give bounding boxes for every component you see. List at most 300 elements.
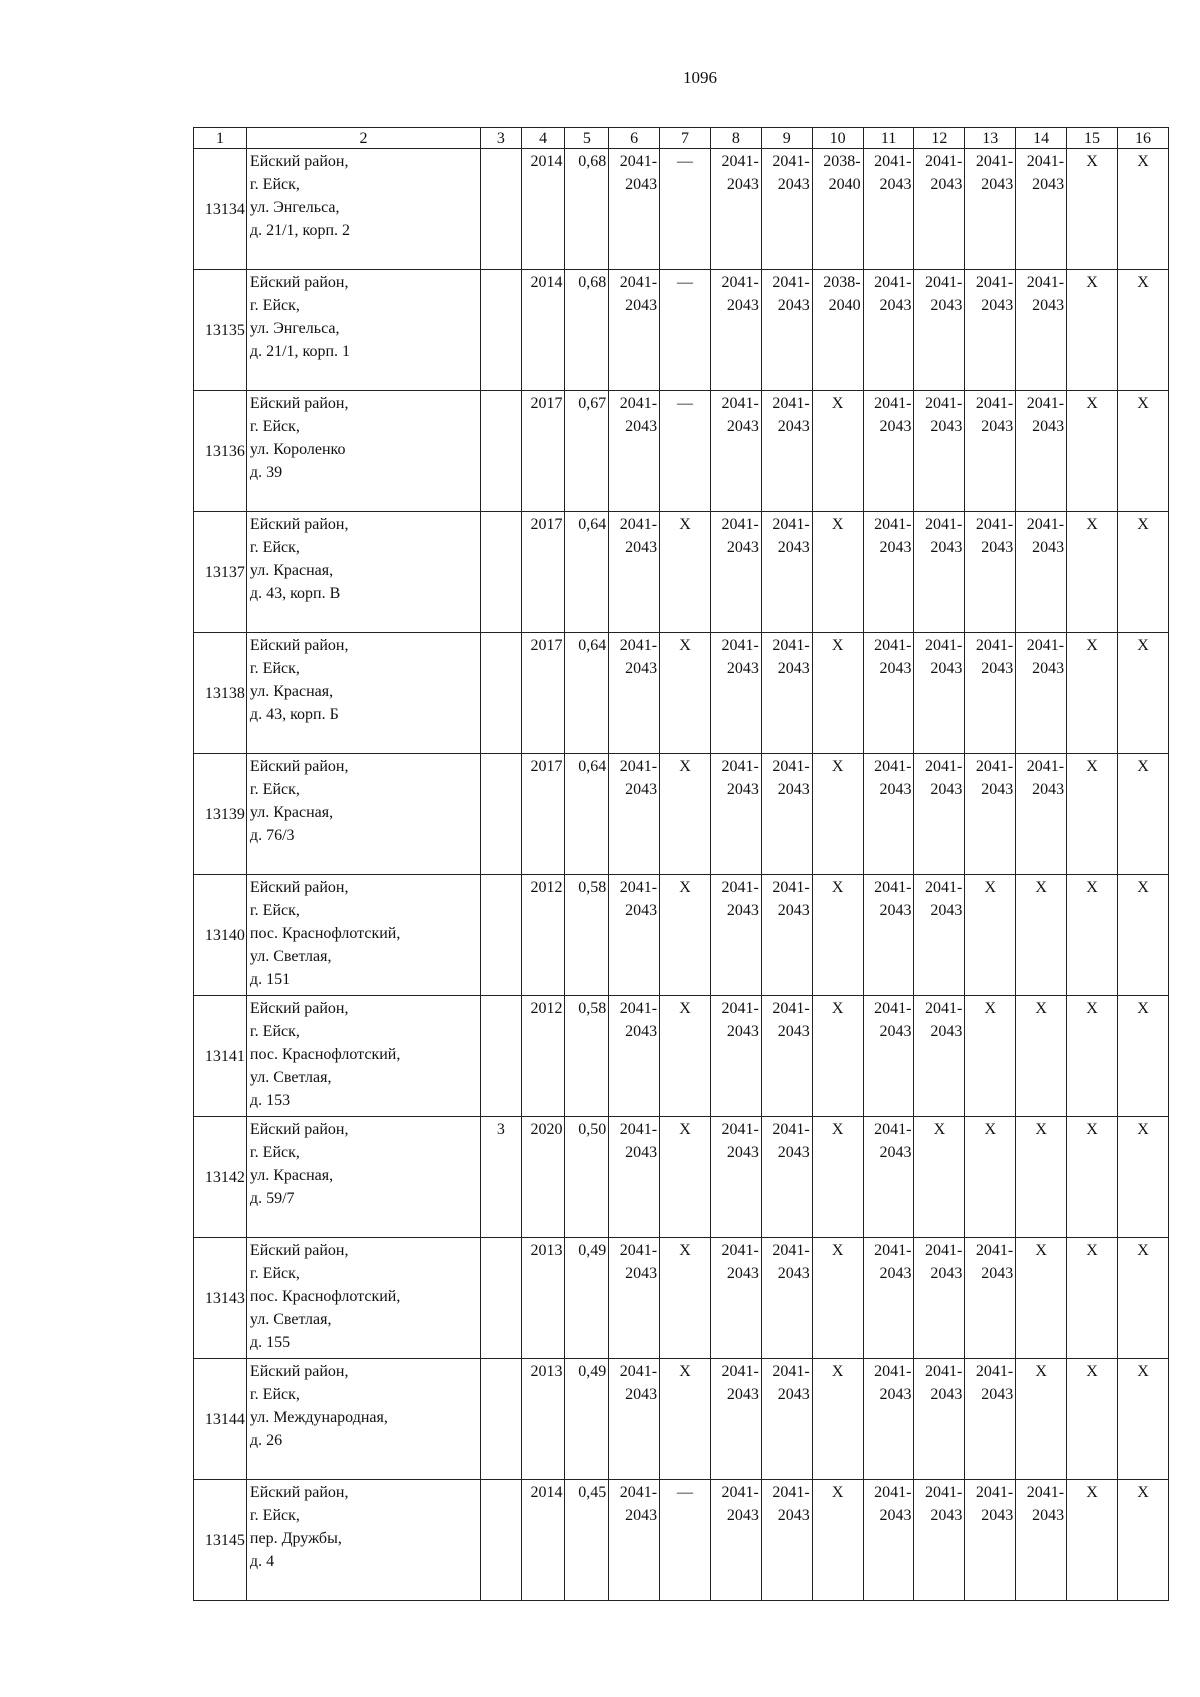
cell-line: 2043 [981, 539, 1014, 556]
cell-line: д. 59/7 [249, 1190, 295, 1207]
col-8-cell [710, 149, 761, 270]
cell-line: 2041- [874, 1363, 912, 1380]
col-14-cell [1016, 149, 1067, 270]
cell-line: Ейский район, [249, 395, 349, 412]
column-header-5: 5 [565, 128, 609, 149]
col-12-cell [914, 754, 965, 875]
table-row [194, 1359, 1169, 1480]
col-9-cell [761, 1359, 812, 1480]
cell-line: X [984, 879, 997, 896]
col-7-cell: — [660, 149, 711, 270]
cell-line: 2043 [930, 660, 963, 677]
cell-line: ул. Красная, [249, 1167, 334, 1184]
address-cell [246, 875, 480, 996]
cell-line: 2041- [1026, 153, 1065, 170]
value-cell: 0,49 [565, 1238, 609, 1359]
col-13-cell [965, 875, 1016, 996]
cell-line: 2041- [721, 153, 759, 170]
col-12-cell [914, 996, 965, 1117]
cell-line: 2043 [777, 1144, 810, 1161]
address-cell [246, 754, 480, 875]
table-row [194, 512, 1169, 633]
table-row [194, 633, 1169, 754]
cell-line: 2041- [975, 637, 1014, 654]
cell-line: г. Ейск, [249, 1144, 300, 1161]
cell-line: 2041- [925, 1363, 963, 1380]
col-3-cell [481, 754, 522, 875]
cell-line: 2041- [772, 153, 810, 170]
cell-line: 2043 [930, 1265, 963, 1282]
cell-line: 2043 [879, 1023, 912, 1040]
table-row [194, 391, 1169, 512]
cell-line: 2043 [879, 902, 912, 919]
cell-line: д. 151 [249, 971, 291, 988]
col-7-cell: — [660, 391, 711, 512]
col-3-cell [481, 391, 522, 512]
cell-line: X [984, 1121, 997, 1138]
cell-line: 2041- [874, 758, 912, 775]
col-15-cell: X [1067, 391, 1118, 512]
cell-line: 2041- [975, 1363, 1014, 1380]
col-14-cell [1016, 754, 1067, 875]
cell-line: ул. Светлая, [249, 948, 332, 965]
cell-line: д. 4 [249, 1553, 275, 1570]
cell-line: 2043 [726, 1023, 759, 1040]
cell-line: 2043 [726, 1265, 759, 1282]
cell-line: 2043 [1032, 176, 1065, 193]
cell-line: 2043 [1032, 297, 1065, 314]
address-cell [246, 1238, 480, 1359]
col-12-cell [914, 512, 965, 633]
col-10-cell [812, 633, 863, 754]
col-7-cell: — [660, 270, 711, 391]
value-cell: 0,58 [565, 996, 609, 1117]
cell-line: 2043 [625, 902, 658, 919]
cell-line: 2041- [1026, 516, 1065, 533]
cell-line: 2041- [975, 1484, 1014, 1501]
cell-line: 2041- [874, 395, 912, 412]
cell-line: ул. Энгельса, [249, 199, 340, 216]
col-3-cell [481, 875, 522, 996]
column-header-15: 15 [1067, 128, 1118, 149]
cell-line: 2043 [930, 1386, 963, 1403]
value-cell: 0,67 [565, 391, 609, 512]
cell-line: 2043 [777, 1386, 810, 1403]
col-7-cell: — [660, 1480, 711, 1601]
col-7-cell: X [660, 996, 711, 1117]
address-cell [246, 1480, 480, 1601]
cell-line: 2041- [874, 516, 912, 533]
cell-line: Ейский район, [249, 758, 349, 775]
col-11-cell [863, 149, 914, 270]
cell-line: 2041- [925, 516, 963, 533]
column-header-10: 10 [812, 128, 863, 149]
cell-line: 2043 [625, 1507, 658, 1524]
col-11-cell [863, 1480, 914, 1601]
cell-line: 2043 [879, 1144, 912, 1161]
column-header-7: 7 [660, 128, 711, 149]
cell-line: 2043 [930, 418, 963, 435]
cell-line: 2043 [879, 1265, 912, 1282]
cell-line: 2041- [1026, 1484, 1065, 1501]
col-6-cell [609, 996, 660, 1117]
col-12-cell [914, 1359, 965, 1480]
col-16-cell: X [1117, 1238, 1168, 1359]
col-3-cell [481, 1359, 522, 1480]
cell-line: 2041- [721, 879, 759, 896]
col-11-cell [863, 512, 914, 633]
col-14-cell [1016, 512, 1067, 633]
cell-line: 2043 [981, 297, 1014, 314]
address-cell [246, 391, 480, 512]
value-cell: 0,50 [565, 1117, 609, 1238]
col-12-cell [914, 270, 965, 391]
cell-line: 2043 [625, 781, 658, 798]
col-13-cell [965, 1117, 1016, 1238]
col-9-cell [761, 754, 812, 875]
cell-line: 2041- [619, 1242, 658, 1259]
cell-line: д. 21/1, корп. 1 [249, 343, 351, 360]
table-body [194, 149, 1169, 1601]
cell-line: X [831, 395, 844, 412]
col-8-cell [710, 512, 761, 633]
col-12-cell [914, 391, 965, 512]
col-9-cell [761, 270, 812, 391]
cell-line: X [831, 1121, 844, 1138]
year-cell: 2017 [521, 391, 565, 512]
cell-line: 2043 [879, 418, 912, 435]
row-number-cell: 13134 [194, 149, 247, 270]
cell-line: 2043 [625, 297, 658, 314]
cell-line: 2043 [879, 176, 912, 193]
column-header-11: 11 [863, 128, 914, 149]
cell-line: 2043 [930, 539, 963, 556]
col-13-cell [965, 1238, 1016, 1359]
col-12-cell [914, 1117, 965, 1238]
cell-line: г. Ейск, [249, 1265, 300, 1282]
col-7-cell: X [660, 633, 711, 754]
cell-line: д. 43, корп. Б [249, 706, 339, 723]
col-6-cell [609, 149, 660, 270]
cell-line: 2043 [777, 176, 810, 193]
cell-line: X [1035, 1000, 1047, 1017]
cell-line: д. 21/1, корп. 2 [249, 222, 351, 239]
column-header-16: 16 [1117, 128, 1168, 149]
cell-line: 2041- [772, 1484, 810, 1501]
cell-line: 2041- [619, 1484, 658, 1501]
cell-line: 2041- [772, 1000, 810, 1017]
cell-line: г. Ейск, [249, 176, 300, 193]
cell-line: 2043 [777, 297, 810, 314]
col-3-cell [481, 1238, 522, 1359]
cell-line: д. 39 [249, 464, 283, 481]
col-6-cell [609, 391, 660, 512]
cell-line: 2041- [1026, 274, 1065, 291]
column-header-12: 12 [914, 128, 965, 149]
cell-line: 2043 [625, 1023, 658, 1040]
year-cell: 2020 [521, 1117, 565, 1238]
col-12-cell [914, 1480, 965, 1601]
table-row [194, 149, 1169, 270]
cell-line: пер. Дружбы, [249, 1530, 342, 1547]
cell-line: 2041- [772, 395, 810, 412]
col-13-cell [965, 270, 1016, 391]
cell-line: X [933, 1121, 946, 1138]
cell-line: 2043 [981, 660, 1014, 677]
col-16-cell: X [1117, 1480, 1168, 1601]
table-row [194, 1480, 1169, 1601]
row-number-cell: 13145 [194, 1480, 247, 1601]
cell-line: 2041- [874, 1484, 912, 1501]
value-cell: 0,45 [565, 1480, 609, 1601]
cell-line: 2040 [828, 176, 861, 193]
col-12-cell [914, 633, 965, 754]
col-9-cell [761, 1117, 812, 1238]
col-6-cell [609, 754, 660, 875]
column-header-9: 9 [761, 128, 812, 149]
cell-line: 2043 [777, 1023, 810, 1040]
address-cell [246, 1117, 480, 1238]
col-10-cell [812, 996, 863, 1117]
col-15-cell: X [1067, 996, 1118, 1117]
cell-line: 2041- [721, 1484, 759, 1501]
cell-line: 2043 [726, 781, 759, 798]
row-number-cell: 13136 [194, 391, 247, 512]
cell-line: 2041- [721, 1242, 759, 1259]
col-8-cell [710, 754, 761, 875]
cell-line: д. 26 [249, 1432, 283, 1449]
cell-line: X [831, 1484, 844, 1501]
cell-line: 2043 [726, 1144, 759, 1161]
cell-line: 2043 [981, 418, 1014, 435]
cell-line: Ейский район, [249, 1000, 349, 1017]
col-16-cell: X [1117, 996, 1168, 1117]
table-row [194, 1117, 1169, 1238]
cell-line: Ейский район, [249, 1484, 349, 1501]
cell-line: 2041- [721, 395, 759, 412]
cell-line: 2041- [975, 1242, 1014, 1259]
col-16-cell: X [1117, 270, 1168, 391]
cell-line: 2043 [777, 660, 810, 677]
cell-line: Ейский район, [249, 1242, 349, 1259]
cell-line: X [831, 758, 844, 775]
year-cell: 2013 [521, 1359, 565, 1480]
col-3-cell [481, 633, 522, 754]
cell-line: д. 155 [249, 1334, 291, 1351]
cell-line: 2043 [726, 176, 759, 193]
data-table-container [193, 127, 1169, 1601]
col-11-cell [863, 1238, 914, 1359]
col-10-cell [812, 391, 863, 512]
col-10-cell [812, 1359, 863, 1480]
cell-line: ул. Короленко [249, 441, 346, 458]
cell-line: X [831, 1363, 844, 1380]
cell-line: 2043 [726, 902, 759, 919]
col-8-cell [710, 875, 761, 996]
cell-line: 2043 [625, 418, 658, 435]
col-9-cell [761, 391, 812, 512]
cell-line: 2043 [879, 1507, 912, 1524]
cell-line: г. Ейск, [249, 1507, 300, 1524]
cell-line: 2043 [777, 418, 810, 435]
cell-line: 2041- [925, 1242, 963, 1259]
cell-line: 2043 [726, 1507, 759, 1524]
col-6-cell [609, 1238, 660, 1359]
row-number-cell: 13142 [194, 1117, 247, 1238]
cell-line: 2043 [726, 297, 759, 314]
cell-line: 2043 [1032, 418, 1065, 435]
value-cell: 0,58 [565, 875, 609, 996]
cell-line: 2041- [619, 637, 658, 654]
cell-line: X [831, 879, 844, 896]
row-number-cell: 13143 [194, 1238, 247, 1359]
cell-line: ул. Красная, [249, 562, 334, 579]
cell-line: 2043 [625, 660, 658, 677]
col-16-cell: X [1117, 754, 1168, 875]
table-row [194, 1238, 1169, 1359]
cell-line: 2040 [828, 297, 861, 314]
cell-line: 2043 [625, 1386, 658, 1403]
col-15-cell: X [1067, 1117, 1118, 1238]
cell-line: 2043 [930, 176, 963, 193]
col-15-cell: X [1067, 754, 1118, 875]
cell-line: д. 153 [249, 1092, 291, 1109]
col-8-cell [710, 1117, 761, 1238]
cell-line: 2043 [930, 1023, 963, 1040]
col-15-cell: X [1067, 512, 1118, 633]
col-10-cell [812, 1480, 863, 1601]
col-13-cell [965, 1480, 1016, 1601]
cell-line: 2043 [879, 660, 912, 677]
cell-line: г. Ейск, [249, 1023, 300, 1040]
value-cell: 0,64 [565, 633, 609, 754]
value-cell: 0,64 [565, 754, 609, 875]
column-header-2: 2 [246, 128, 480, 149]
cell-line: 2041- [874, 274, 912, 291]
year-cell: 2014 [521, 149, 565, 270]
col-3-cell [481, 996, 522, 1117]
cell-line: 2043 [777, 539, 810, 556]
cell-line: 2041- [925, 395, 963, 412]
col-14-cell [1016, 1238, 1067, 1359]
cell-line: 2043 [1032, 660, 1065, 677]
year-cell: 2012 [521, 875, 565, 996]
year-cell: 2017 [521, 754, 565, 875]
cell-line: 2043 [930, 781, 963, 798]
col-10-cell [812, 270, 863, 391]
cell-line: X [984, 1000, 997, 1017]
col-10-cell [812, 1238, 863, 1359]
cell-line: Ейский район, [249, 637, 349, 654]
cell-line: 2041- [874, 1242, 912, 1259]
value-cell: 0,64 [565, 512, 609, 633]
cell-line: 2043 [879, 539, 912, 556]
cell-line: 2041- [619, 395, 658, 412]
address-cell [246, 1359, 480, 1480]
col-11-cell [863, 754, 914, 875]
cell-line: 2041- [925, 1484, 963, 1501]
cell-line: г. Ейск, [249, 297, 300, 314]
col-8-cell [710, 996, 761, 1117]
col-15-cell: X [1067, 1238, 1118, 1359]
cell-line: 2043 [981, 1265, 1014, 1282]
col-12-cell [914, 875, 965, 996]
cell-line: 2041- [874, 637, 912, 654]
cell-line: ул. Международная, [249, 1409, 388, 1426]
year-cell: 2017 [521, 512, 565, 633]
cell-line: 2041- [619, 879, 658, 896]
col-3-cell [481, 149, 522, 270]
cell-line: г. Ейск, [249, 539, 300, 556]
cell-line: 2043 [777, 781, 810, 798]
cell-line: ул. Красная, [249, 683, 334, 700]
col-15-cell: X [1067, 149, 1118, 270]
cell-line: г. Ейск, [249, 1386, 300, 1403]
data-table [193, 127, 1169, 1601]
col-6-cell [609, 875, 660, 996]
address-cell [246, 633, 480, 754]
cell-line: 2043 [930, 1507, 963, 1524]
col-6-cell [609, 1359, 660, 1480]
col-13-cell [965, 512, 1016, 633]
col-11-cell [863, 875, 914, 996]
cell-line: 2041- [721, 516, 759, 533]
col-16-cell: X [1117, 1117, 1168, 1238]
col-13-cell [965, 1359, 1016, 1480]
col-13-cell [965, 633, 1016, 754]
col-9-cell [761, 1480, 812, 1601]
col-11-cell [863, 1359, 914, 1480]
value-cell: 0,49 [565, 1359, 609, 1480]
col-15-cell: X [1067, 875, 1118, 996]
cell-line: ул. Красная, [249, 804, 334, 821]
table-row [194, 996, 1169, 1117]
cell-line: X [831, 637, 844, 654]
cell-line: 2041- [721, 637, 759, 654]
cell-line: г. Ейск, [249, 418, 300, 435]
cell-line: 2043 [981, 781, 1014, 798]
col-9-cell [761, 512, 812, 633]
cell-line: 2043 [625, 1144, 658, 1161]
address-cell [246, 996, 480, 1117]
col-13-cell [965, 391, 1016, 512]
cell-line: 2041- [772, 758, 810, 775]
col-8-cell [710, 1238, 761, 1359]
cell-line: 2043 [879, 781, 912, 798]
cell-line: 2043 [726, 1386, 759, 1403]
cell-line: 2041- [975, 153, 1014, 170]
cell-line: X [831, 516, 844, 533]
column-header-1: 1 [194, 128, 247, 149]
cell-line: 2043 [930, 902, 963, 919]
cell-line: 2041- [772, 637, 810, 654]
col-3-cell [481, 512, 522, 633]
table-row [194, 754, 1169, 875]
row-number-cell: 13138 [194, 633, 247, 754]
cell-line: 2041- [721, 1121, 759, 1138]
cell-line: 2043 [930, 297, 963, 314]
year-cell: 2014 [521, 270, 565, 391]
cell-line: 2041- [925, 637, 963, 654]
col-8-cell [710, 270, 761, 391]
cell-line: 2041- [619, 153, 658, 170]
col-9-cell [761, 149, 812, 270]
table-row [194, 270, 1169, 391]
col-16-cell: X [1117, 633, 1168, 754]
cell-line: 2043 [777, 902, 810, 919]
cell-line: 2041- [721, 274, 759, 291]
col-7-cell: X [660, 1359, 711, 1480]
